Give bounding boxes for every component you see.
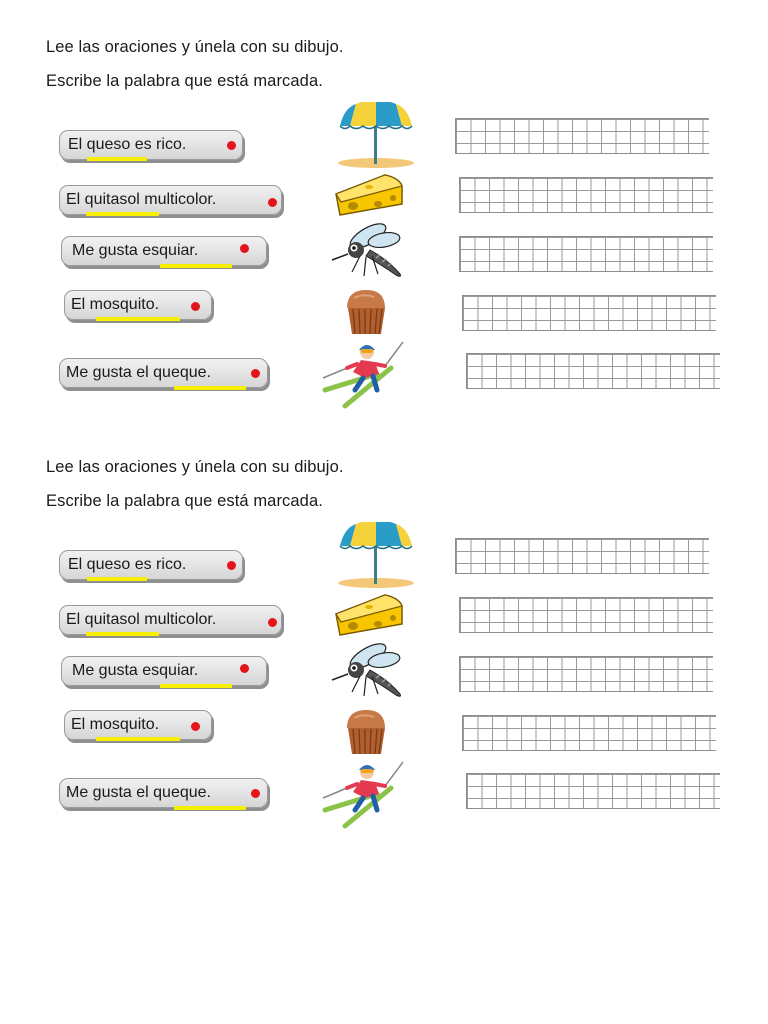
connector-dot[interactable] (240, 244, 249, 253)
umbrella-icon[interactable] (336, 102, 416, 168)
sentence-text: Me gusta esquiar. (72, 662, 199, 679)
highlight-underline (160, 684, 232, 688)
instruction-line-1: Lee las oraciones y únela con su dibujo. (46, 458, 344, 476)
instruction-line-2: Escribe la palabra que está marcada. (46, 492, 323, 510)
highlight-underline (87, 577, 147, 581)
sentence-text: El queso es rico. (68, 136, 187, 153)
highlight-underline (160, 264, 232, 268)
cheese-icon[interactable] (333, 592, 405, 638)
connector-dot[interactable] (191, 722, 200, 731)
cupcake-icon[interactable] (344, 288, 388, 336)
connector-dot[interactable] (227, 141, 236, 150)
writing-grid[interactable] (455, 538, 709, 574)
sentence-text: El quitasol multicolor. (66, 611, 217, 628)
writing-grid[interactable] (459, 177, 713, 213)
connector-dot[interactable] (268, 198, 277, 207)
sentence-text: Me gusta el queque. (66, 784, 211, 801)
sentence-text: Me gusta esquiar. (72, 242, 199, 259)
sentence-text: El queso es rico. (68, 556, 187, 573)
cupcake-icon[interactable] (344, 708, 388, 756)
highlight-underline (174, 386, 246, 390)
exercise-section-2 (0, 420, 768, 820)
instruction-line-1: Lee las oraciones y únela con su dibujo. (46, 38, 344, 56)
writing-grid[interactable] (462, 295, 716, 331)
connector-dot[interactable] (251, 789, 260, 798)
sentence-card-queque (59, 358, 268, 388)
connector-dot[interactable] (268, 618, 277, 627)
sentence-card-mosquito (64, 710, 212, 740)
cheese-icon[interactable] (333, 172, 405, 218)
connector-dot[interactable] (227, 561, 236, 570)
highlight-underline (87, 157, 147, 161)
connector-dot[interactable] (251, 369, 260, 378)
writing-grid[interactable] (459, 236, 713, 272)
sentence-text: El mosquito. (71, 296, 160, 313)
sentence-card-quitasol (59, 605, 282, 635)
sentence-card-queso (59, 550, 243, 580)
mosquito-icon[interactable] (330, 640, 406, 698)
writing-grid[interactable] (466, 773, 720, 809)
instruction-line-2: Escribe la palabra que está marcada. (46, 72, 323, 90)
highlight-underline (96, 737, 180, 741)
writing-grid[interactable] (466, 353, 720, 389)
skier-icon[interactable] (317, 758, 411, 830)
skier-icon[interactable] (317, 338, 411, 410)
writing-grid[interactable] (455, 118, 709, 154)
sentence-card-mosquito (64, 290, 212, 320)
writing-grid[interactable] (459, 597, 713, 633)
umbrella-icon[interactable] (336, 522, 416, 588)
sentence-card-queque (59, 778, 268, 808)
sentence-card-esquiar (61, 236, 267, 266)
writing-grid[interactable] (462, 715, 716, 751)
sentence-card-esquiar (61, 656, 267, 686)
connector-dot[interactable] (240, 664, 249, 673)
highlight-underline (174, 806, 246, 810)
sentence-text: El mosquito. (71, 716, 160, 733)
highlight-underline (86, 212, 159, 216)
sentence-text: Me gusta el queque. (66, 364, 211, 381)
exercise-section-1 (0, 0, 768, 400)
connector-dot[interactable] (191, 302, 200, 311)
highlight-underline (96, 317, 180, 321)
writing-grid[interactable] (459, 656, 713, 692)
sentence-text: El quitasol multicolor. (66, 191, 217, 208)
sentence-card-quitasol (59, 185, 282, 215)
sentence-card-queso (59, 130, 243, 160)
mosquito-icon[interactable] (330, 220, 406, 278)
highlight-underline (86, 632, 159, 636)
